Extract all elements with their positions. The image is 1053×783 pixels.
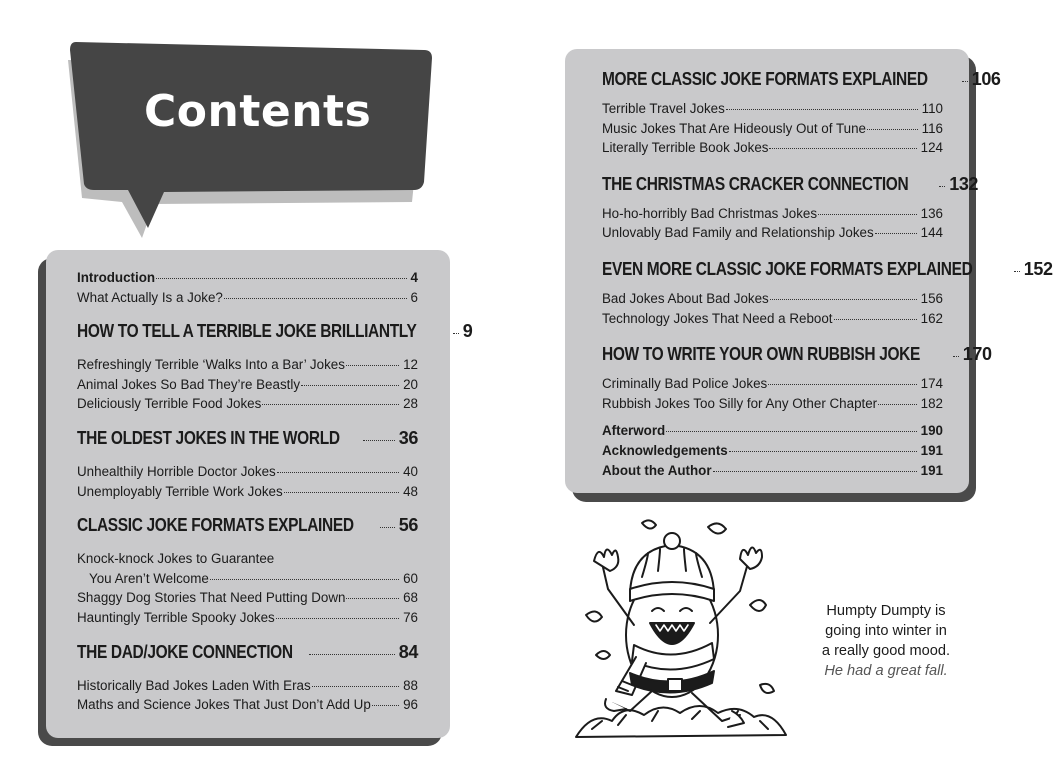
caption-punchline: He had a great fall. [824,663,948,679]
toc-entry[interactable]: Knock-knock Jokes to Guarantee [77,551,275,567]
toc-entry[interactable]: Literally Terrible Book Jokes 124 [602,140,943,156]
toc-entry[interactable]: Shaggy Dog Stories That Need Putting Down 68 [77,590,418,606]
toc-entry[interactable]: About the Author 191 [602,462,943,478]
toc-section-heading[interactable]: HOW TO TELL A TERRIBLE JOKE BRILLIANTLY 9 [77,321,473,342]
illustration-caption [806,601,966,681]
toc-entry[interactable]: Unemployably Terrible Work Jokes 48 [77,483,418,499]
caption-line: a really good mood. [821,643,951,659]
toc-entry[interactable]: Animal Jokes So Bad They’re Beastly 20 [77,376,418,392]
toc-section-heading[interactable]: EVEN MORE CLASSIC JOKE FORMATS EXPLAINED 152 [602,258,1053,279]
toc-left-panel [46,250,473,738]
contents-title-bubble [66,38,434,238]
toc-section-heading[interactable]: HOW TO WRITE YOUR OWN RUBBISH JOKE 170 [602,344,992,365]
toc-entry[interactable]: Unhealthily Horrible Doctor Jokes 40 [77,463,418,479]
toc-entry[interactable]: Afterword 190 [602,423,943,439]
toc-right-panel [565,49,1053,493]
toc-entry[interactable]: Terrible Travel Jokes 110 [602,101,943,116]
toc-section-heading[interactable]: MORE CLASSIC JOKE FORMATS EXPLAINED 106 [602,69,1001,89]
toc-entry[interactable]: Rubbish Jokes Too Silly for Any Other Chapter 182 [602,395,943,411]
toc-entry[interactable]: Ho-ho-horribly Bad Christmas Jokes 136 [602,205,943,221]
toc-entry[interactable]: Criminally Bad Police Jokes 174 [602,376,943,392]
toc-entry[interactable]: Technology Jokes That Need a Reboot 162 [602,310,943,326]
toc-entry[interactable]: Hauntingly Terrible Spooky Jokes 76 [77,609,418,625]
page-title: Contents [144,86,372,137]
toc-section-heading[interactable]: THE DAD/JOKE CONNECTION 84 [77,641,418,662]
speech-bubble-shape [66,38,434,238]
caption-line: Humpty Dumpty is [826,603,946,619]
toc-entry[interactable]: Maths and Science Jokes That Just Don’t Add Up 96 [77,697,418,713]
toc-entry[interactable]: Deliciously Terrible Food Jokes 28 [77,396,418,412]
humpty-dumpty-illustration [572,515,792,747]
toc-entry[interactable]: Acknowledgements 191 [602,442,943,458]
toc-entry[interactable]: Bad Jokes About Bad Jokes 156 [602,290,943,306]
toc-entry[interactable]: Unlovably Bad Family and Relationship Jokes 144 [602,225,943,241]
toc-entry[interactable]: Introduction 4 [77,270,418,285]
toc-entry[interactable]: Historically Bad Jokes Laden With Eras 88 [77,677,418,693]
toc-entry[interactable]: Refreshingly Terrible ‘Walks Into a Bar’ Jokes 12 [77,357,418,373]
toc-entry[interactable]: Music Jokes That Are Hideously Out of Tune 116 [602,120,943,136]
toc-section-heading[interactable]: THE OLDEST JOKES IN THE WORLD 36 [77,427,418,448]
toc-section-heading[interactable]: THE CHRISTMAS CRACKER CONNECTION 132 [602,173,979,194]
toc-section-heading[interactable]: CLASSIC JOKE FORMATS EXPLAINED 56 [77,515,418,536]
toc-entry[interactable]: What Actually Is a Joke? 6 [77,289,418,305]
toc-entry[interactable]: You Aren’t Welcome 60 [89,570,418,586]
caption-line: going into winter in [825,623,947,639]
